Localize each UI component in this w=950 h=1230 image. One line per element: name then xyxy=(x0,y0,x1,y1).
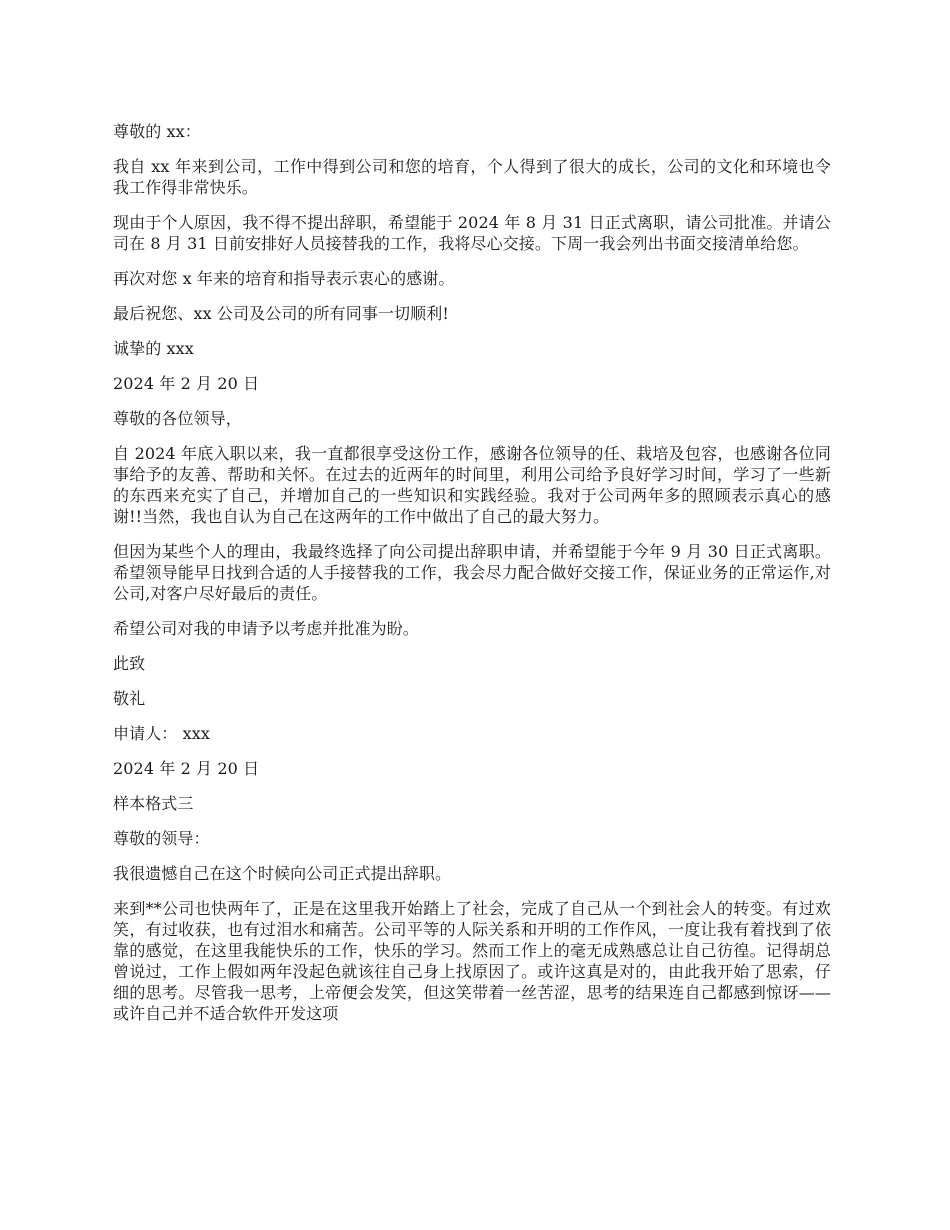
closing-2: 敬礼 xyxy=(113,689,146,708)
signature-1: 诚挚的 xxx xyxy=(113,339,194,358)
signature-2: 申请人： xxx xyxy=(113,724,210,743)
paragraph: 自 2024 年底入职以来，我一直都很享受这份工作，感谢各位领导的任、栽培及包容，也感谢各位同事给予的友善、帮助和关怀。在过去的近两年的时间里，利用公司给予良好学习时间，学习了一些新的东西来充实了自己，并增加自己的一些知识和实践经验。我对于公司两年多的照顾表示真心的感谢!!当然，我也自认为自己在这两年的工作中做出了自己的最大努力。 xyxy=(113,444,831,526)
document-page xyxy=(113,121,831,1038)
paragraph: 再次对您 x 年来的培育和指导表示衷心的感谢。 xyxy=(113,269,455,288)
paragraph: 来到**公司也快两年了，正是在这里我开始踏上了社会，完成了自己从一个到社会人的转变。有过欢笑，有过收获，也有过泪水和痛苦。公司平等的人际关系和开明的工作作风，一度让我有着找到了依靠的感觉，在这里我能快乐的工作，快乐的学习。然而工作上的毫无成熟感总让自己彷徨。记得胡总曾说过，工作上假如两年没起色就该往自己身上找原因了。或许这真是对的，由此我开始了思索，仔细的思考。尽管我一思考，上帝便会发笑，但这笑带着一丝苦涩，思考的结果连自己都感到惊讶——或许自己并不适合软件开发这项 xyxy=(113,899,831,1023)
paragraph: 现由于个人原因，我不得不提出辞职，希望能于 2024 年 8 月 31 日正式离职，请公司批准。并请公司在 8 月 31 日前安排好人员接替我的工作，我将尽心交接。下周一我会列出书面交接清单给您。 xyxy=(113,213,831,253)
salutation-3: 尊敬的领导： xyxy=(113,829,210,848)
date-2: 2024 年 2 月 20 日 xyxy=(113,759,260,778)
salutation-2: 尊敬的各位领导， xyxy=(113,409,242,428)
paragraph: 但因为某些个人的理由，我最终选择了向公司提出辞职申请，并希望能于今年 9 月 30 日正式离职。希望领导能早日找到合适的人手接替我的工作，我会尽力配合做好交接工作，保证业务的正常运作,对公司,对客户尽好最后的责任。 xyxy=(113,542,831,603)
paragraph: 我自 xx 年来到公司，工作中得到公司和您的培育，个人得到了很大的成长，公司的文化和环境也令我工作得非常快乐。 xyxy=(113,157,831,197)
salutation-1: 尊敬的 xx： xyxy=(113,122,201,141)
date-1: 2024 年 2 月 20 日 xyxy=(113,374,260,393)
paragraph: 我很遗憾自己在这个时候向公司正式提出辞职。 xyxy=(113,864,452,883)
paragraph: 希望公司对我的申请予以考虑并批准为盼。 xyxy=(113,619,419,638)
closing-1: 此致 xyxy=(113,654,146,673)
paragraph: 最后祝您、xx 公司及公司的所有同事一切顺利! xyxy=(113,304,449,323)
section-heading: 样本格式三 xyxy=(113,794,194,813)
